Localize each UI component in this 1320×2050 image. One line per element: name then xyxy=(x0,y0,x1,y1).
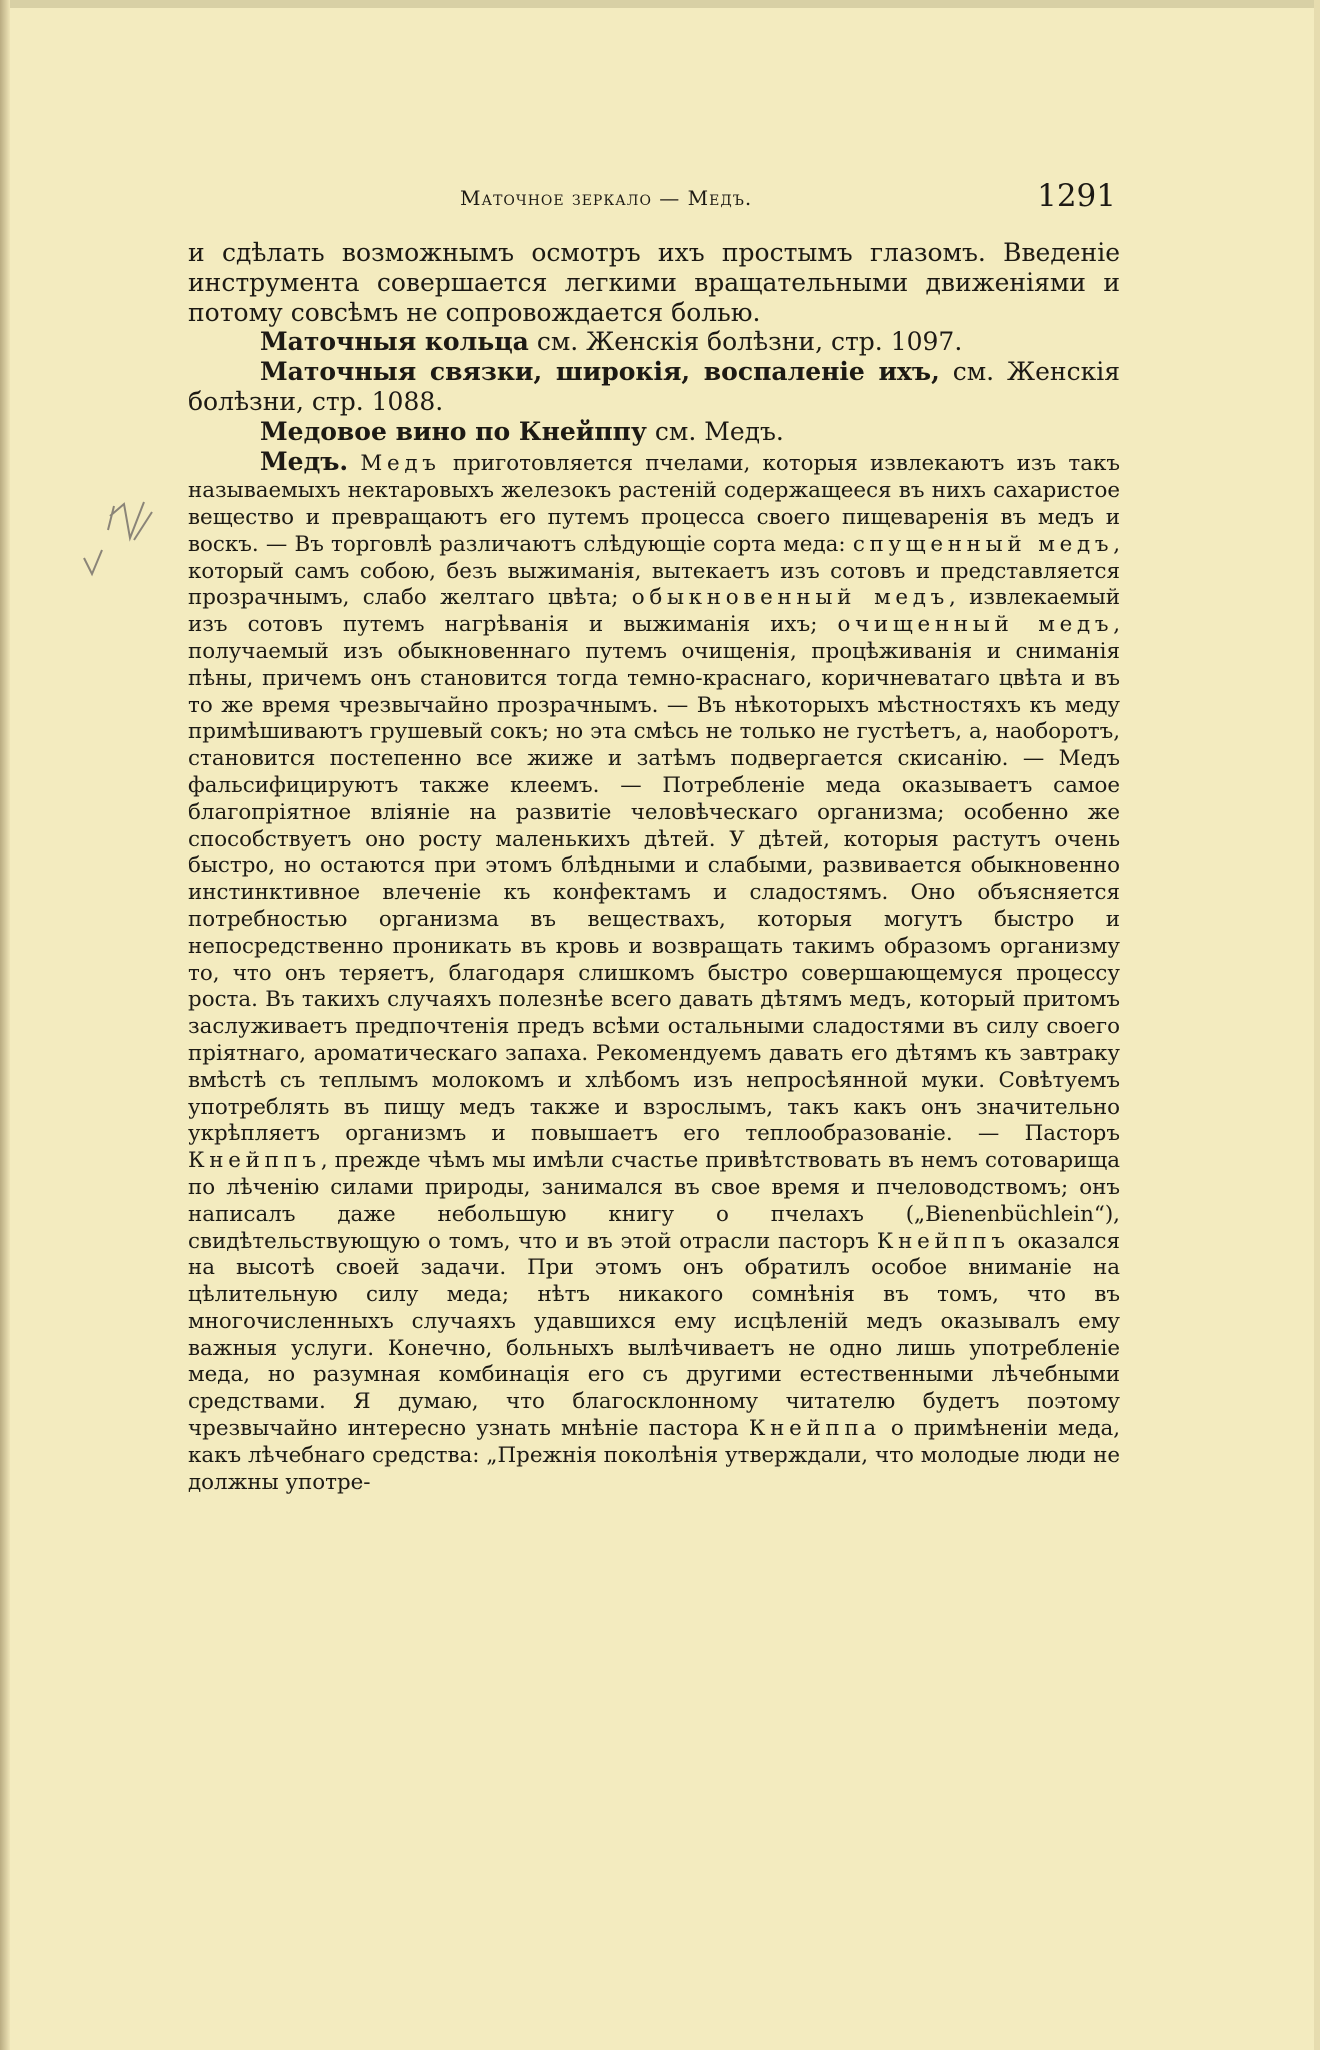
spaced-emphasis: Кнейппъ xyxy=(876,1228,1010,1254)
body-text-run: , получаемый изъ обыкновеннаго путемъ очищенія, процѣживанія и сниманія пѣны, причемъ онъ становится тогда темно-краснаго, коричневатаго цвѣта и въ то же время чрезвычайно прозрачнымъ. — Въ нѣкоторыхъ мѣстностяхъ къ меду примѣшиваютъ грушевый сокъ; но эта смѣсь не только не густѣетъ, а, наоборотъ, становится постепенно все жиже и затѣмъ подвергается скисанію. — Медъ фальсифицируютъ также клеемъ. — Потребленіе меда оказываетъ самое благопріятное вліяніе на развитіе человѣческаго организма; особенно же способствуетъ оно росту маленькихъ дѣтей. У дѣтей, которыя растутъ очень быстро, но остаются при этомъ блѣдными и слабыми, развивается обыкновенно инстинктивное влеченіе къ конфектамъ и сладостямъ. Оно объясняется потребностью организма въ веществахъ, которыя могутъ быстро и непосредственно проникать въ кровь и возвращать такимъ образомъ организму то, что онъ теряетъ, благодаря слишкомъ быстро совершающемуся процессу роста. Въ такихъ случаяхъ полезнѣе всего давать дѣтямъ медъ, который притомъ заслуживаетъ предпочтенія предъ всѣми остальными сладостями въ силу своего пріятнаго, ароматическаго запаха. Рекомендуемъ давать его дѣтямъ къ завтраку вмѣстѣ съ теплымъ молокомъ и хлѣбомъ изъ непросѣянной муки. Совѣтуемъ употреблять въ пищу медъ также и взрослымъ, такъ какъ онъ значительно укрѣпляетъ организмъ и повышаетъ его теплообразованіе. — Пасторъ xyxy=(188,612,1120,1147)
page-header xyxy=(190,176,1120,226)
spaced-emphasis: очищенный медъ xyxy=(837,612,1114,638)
entry-honey-term: Медъ. xyxy=(260,447,349,477)
body-text-run xyxy=(348,451,360,476)
spaced-emphasis: Медъ xyxy=(360,451,441,477)
body-text-run: приготовляется пчелами, которыя извлекаютъ изъ такъ называемыхъ нектаровыхъ железокъ растеній содержащееся въ нихъ сахаристое вещество и превращаютъ его путемъ процесса своего пищеваренія въ медъ и воскъ. — Въ торговлѣ различаютъ слѣдующіе сорта меда: xyxy=(188,451,1120,557)
pencil-mark-icon xyxy=(100,500,180,580)
body-text-run: о примѣненіи меда, какъ лѣчебнаго средства: „Прежнія поколѣнія утверждали, что молодые люди не должны употре- xyxy=(188,1416,1121,1495)
entry-uterine-ligaments xyxy=(188,357,1120,417)
entry-honey-body xyxy=(188,451,1120,1494)
entry-reference: см. Медъ. xyxy=(646,417,784,447)
page-left-edge xyxy=(0,0,10,2050)
running-head: Маточное зеркало — Медъ. xyxy=(460,186,753,210)
entry-reference: см. Женскія болѣзни, стр. 1097. xyxy=(528,327,963,357)
entry-term: Медовое вино по Кнейппу xyxy=(260,417,647,447)
body-text-run: , который самъ собою, безъ выжиманія, вытекаетъ изъ сотовъ и представляется прозрачнымъ, слабо желтаго цвѣта; xyxy=(188,531,1120,611)
entry-reference: см. Женскія болѣзни, стр. 1088. xyxy=(188,357,1120,417)
page-number: 1291 xyxy=(1037,178,1116,214)
spaced-emphasis: обыкновенный медъ xyxy=(631,585,949,611)
page-top-edge xyxy=(0,0,1320,8)
entry-term: Маточныя кольца xyxy=(260,327,529,357)
body-text-run: оказался на высотѣ своей задачи. При этомъ онъ обратилъ особое вниманіе на цѣлительную силу меда; нѣтъ никакого сомнѣнія въ томъ, что въ многочисленныхъ случаяхъ удавшихся ему исцѣленій медъ оказывалъ ему важныя услуги. Конечно, больныхъ вылѣчиваетъ не одно лишь употребленіе меда, но разумная комбинація его съ другими естественными лѣчебными средствами. Я думаю, что благосклонному читателю будетъ поэтому чрезвычайно интересно узнать мнѣніе пастора xyxy=(188,1228,1120,1442)
spaced-emphasis: Кнейппъ xyxy=(188,1148,321,1174)
entry-term: Маточныя связки, широкія, воспаленіе ихъ, xyxy=(260,357,940,387)
spaced-emphasis: Кнейппа xyxy=(748,1416,881,1442)
continuation-paragraph: и сдѣлать возможнымъ осмотръ ихъ простымъ глазомъ. Введеніе инструмента совершается легкими вращательными движеніями и потому совсѣмъ не сопровождается болью. xyxy=(188,238,1120,327)
entry-honey-wine xyxy=(188,417,1120,447)
spaced-emphasis: спущенный медъ xyxy=(852,531,1114,557)
entry-honey xyxy=(188,449,1120,1496)
body-text-run: , извлекаемый изъ сотовъ путемъ нагрѣванія и выжиманія ихъ; xyxy=(188,585,1120,638)
body-text-run: , прежде чѣмъ мы имѣли счастье привѣтствовать въ немъ сотоварища по лѣченію силами природы, занимался въ свое время и пчеловодствомъ; онъ написалъ даже небольшую книгу о пчелахъ („Bienenbüchlein“), свидѣтельствующую о томъ, что и въ этой отрасли пасторъ xyxy=(188,1148,1120,1254)
article-body xyxy=(188,238,1120,1496)
pencil-check-icon xyxy=(82,548,110,578)
page-right-edge xyxy=(1314,0,1320,2050)
entry-uterine-rings xyxy=(188,327,1120,357)
